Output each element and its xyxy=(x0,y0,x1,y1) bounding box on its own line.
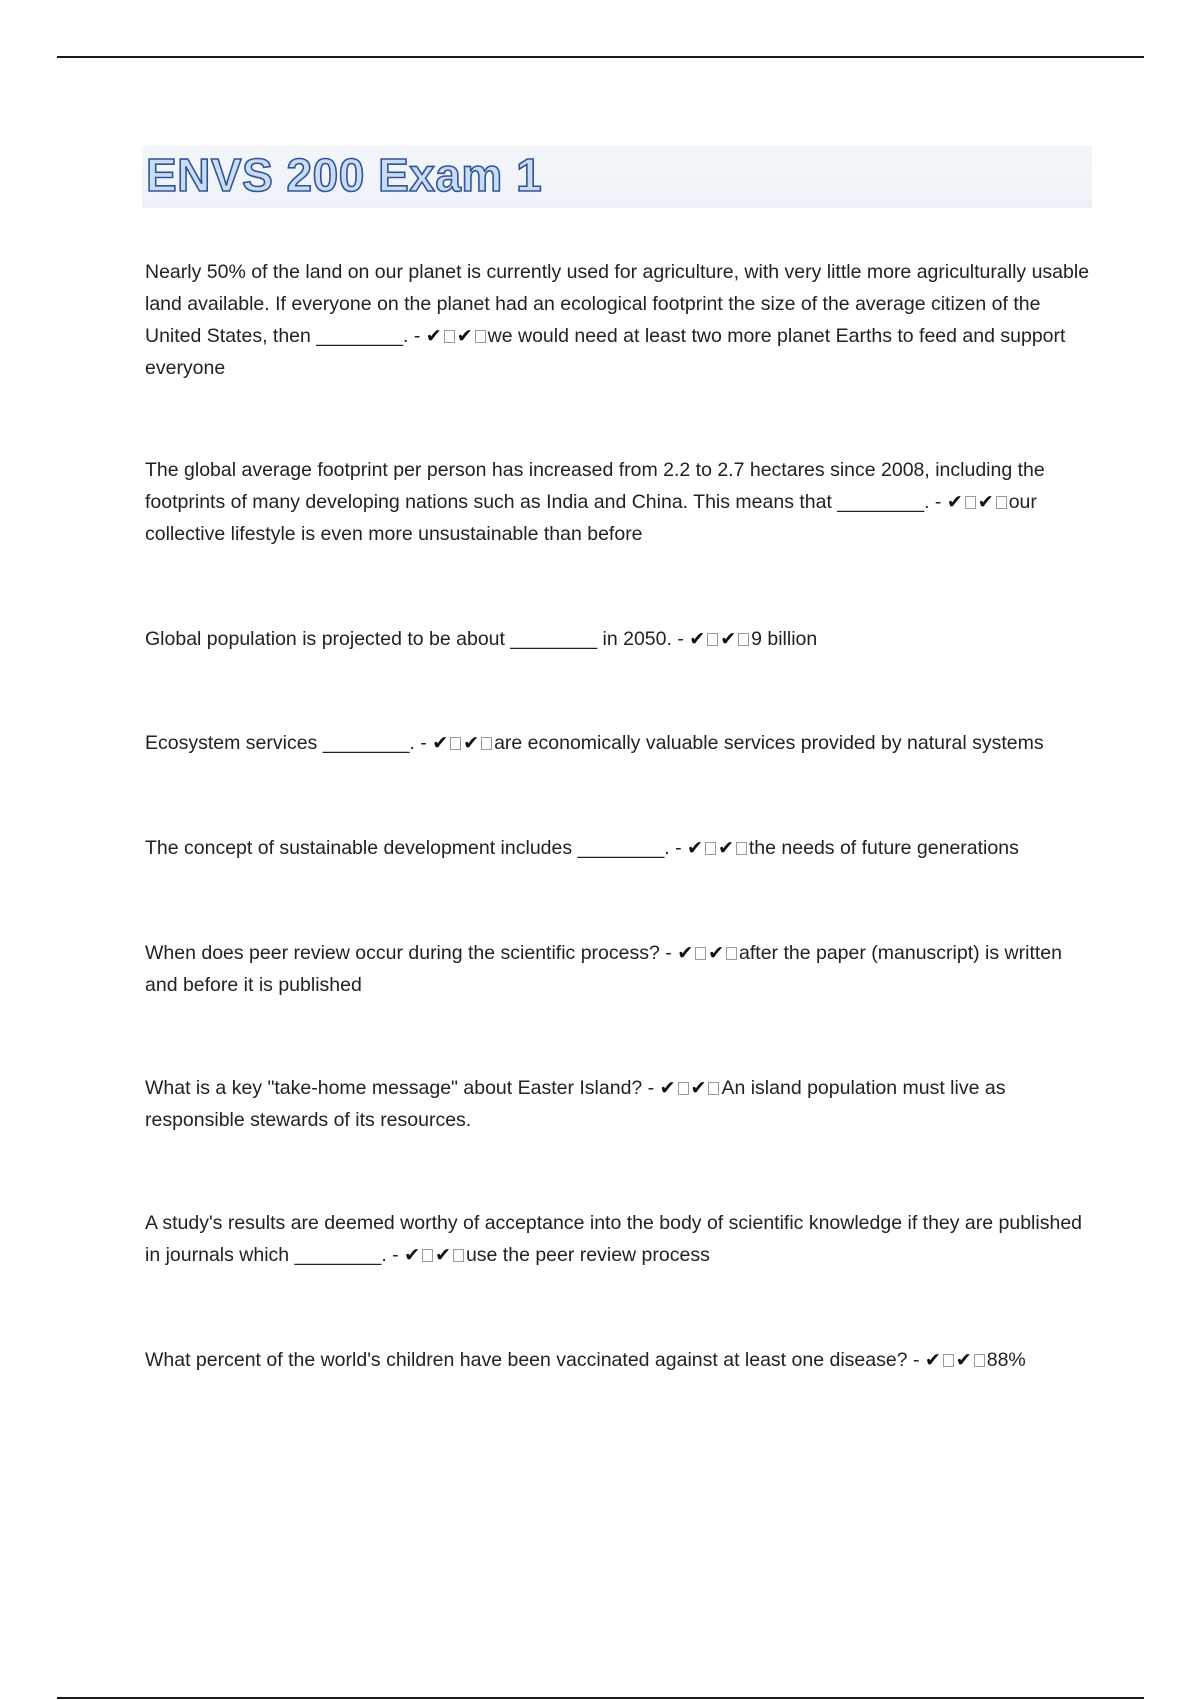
checkmark-icon: ✔ xyxy=(659,1077,676,1099)
empty-box-icon xyxy=(444,330,455,343)
empty-box-icon xyxy=(708,1082,719,1095)
qa-item: A study's results are deemed worthy of acceptance into the body of scientific knowledge if they are published in journals which ________. - ✔ ✔ use the peer review process xyxy=(145,1212,1083,1266)
checkmark-icon: ✔ xyxy=(955,1349,972,1371)
empty-box-icon xyxy=(726,947,737,960)
answer-text: 88% xyxy=(986,1349,1026,1371)
checkmark-icon: ✔ xyxy=(977,491,994,513)
answer-text: after the paper (manuscript) is written and before it is published xyxy=(145,942,1062,996)
checkmark-icon: ✔ xyxy=(425,325,442,347)
checkmark-icon: ✔ xyxy=(708,942,725,964)
empty-box-icon xyxy=(705,842,716,855)
qa-item: When does peer review occur during the scientific process? - ✔ ✔ after the paper (manuscript) is written and before it is published xyxy=(145,942,1062,996)
question-text: Global population is projected to be about ________ in 2050. xyxy=(145,628,672,650)
empty-box-icon xyxy=(481,737,492,750)
checkmark-icon: ✔ xyxy=(463,732,480,754)
empty-box-icon xyxy=(736,842,747,855)
question-text: When does peer review occur during the scientific process? xyxy=(145,942,660,964)
empty-box-icon xyxy=(695,947,706,960)
answer-text: we would need at least two more planet Earths to feed and support everyone xyxy=(145,325,1066,379)
checkmark-icon: ✔ xyxy=(690,1077,707,1099)
answer-text: 9 billion xyxy=(751,628,818,650)
checkmark-icon: ✔ xyxy=(456,325,473,347)
empty-box-icon xyxy=(965,496,976,509)
qa-item: The global average footprint per person has increased from 2.2 to 2.7 hectares since 2008, including the footprints of many developing nations such as India and China. This means that ________. - ✔ ✔ our collective lifestyle is even more unsustainable than before xyxy=(145,459,1045,545)
checkmark-icon: ✔ xyxy=(946,491,963,513)
checkmark-icon: ✔ xyxy=(677,942,694,964)
question-text: What percent of the world's children have been vaccinated against at least one disease? xyxy=(145,1349,908,1371)
qa-item: The concept of sustainable development includes ________. - ✔ ✔ the needs of future generations xyxy=(145,837,1019,859)
checkmark-icon: ✔ xyxy=(689,628,706,650)
qa-item: Global population is projected to be about ________ in 2050. - ✔ ✔ 9 billion xyxy=(145,628,818,650)
question-text: Ecosystem services ________. xyxy=(145,732,415,754)
answer-text: are economically valuable services provided by natural systems xyxy=(494,732,1044,754)
question-text: The global average footprint per person has increased from 2.2 to 2.7 hectares since 2008, including the footprints of many developing nations such as India and China. This means that ________. xyxy=(145,459,1045,513)
checkmark-icon: ✔ xyxy=(404,1244,421,1266)
checkmark-icon: ✔ xyxy=(924,1349,941,1371)
answer-text: use the peer review process xyxy=(465,1244,710,1266)
empty-box-icon xyxy=(450,737,461,750)
page-title: ENVS 200 Exam 1 xyxy=(146,149,543,201)
empty-box-icon xyxy=(475,330,486,343)
empty-box-icon xyxy=(453,1249,464,1262)
question-text: What is a key "take-home message" about Easter Island? xyxy=(145,1077,643,1099)
empty-box-icon xyxy=(943,1354,954,1367)
checkmark-icon: ✔ xyxy=(435,1244,451,1266)
answer-text: An island population must live as responsible stewards of its resources. xyxy=(145,1077,1006,1131)
checkmark-icon: ✔ xyxy=(687,837,703,859)
answer-text: our collective lifestyle is even more unsustainable than before xyxy=(145,491,1037,545)
empty-box-icon xyxy=(678,1082,689,1095)
qa-item: Nearly 50% of the land on our planet is currently used for agriculture, with very little more agriculturally usable land available. If everyone on the planet had an ecological footprint the size of the average citizen of the United States, then ________. - ✔ ✔ we would need at least two more planet Earths to feed and support everyone xyxy=(145,261,1090,379)
checkmark-icon: ✔ xyxy=(720,628,737,650)
empty-box-icon xyxy=(974,1354,985,1367)
title-banner xyxy=(142,146,1092,208)
checkmark-icon: ✔ xyxy=(432,732,449,754)
qa-item: What is a key "take-home message" about Easter Island? - ✔ ✔ An island population must live as responsible stewards of its resources. xyxy=(145,1077,1006,1131)
answer-text: the needs of future generations xyxy=(748,837,1019,859)
empty-box-icon xyxy=(707,633,718,646)
bottom-rule xyxy=(57,1697,1144,1699)
top-rule xyxy=(57,56,1144,58)
empty-box-icon xyxy=(738,633,749,646)
question-text: The concept of sustainable development includes ________. xyxy=(145,837,670,859)
qa-item: What percent of the world's children have been vaccinated against at least one disease? - ✔ ✔ 88% xyxy=(145,1349,1026,1371)
checkmark-icon: ✔ xyxy=(717,837,734,859)
question-text: Nearly 50% of the land on our planet is currently used for agriculture, with very little more agriculturally usable land available. If everyone on the planet had an ecological footprint the size of the average citizen of the United States, then ________. xyxy=(145,261,1090,347)
empty-box-icon xyxy=(422,1249,433,1262)
question-text: A study's results are deemed worthy of acceptance into the body of scientific knowledge if they are published in journals which ________. xyxy=(145,1212,1083,1266)
empty-box-icon xyxy=(996,496,1007,509)
qa-item: Ecosystem services ________. - ✔ ✔ are economically valuable services provided by natural systems xyxy=(145,732,1044,754)
